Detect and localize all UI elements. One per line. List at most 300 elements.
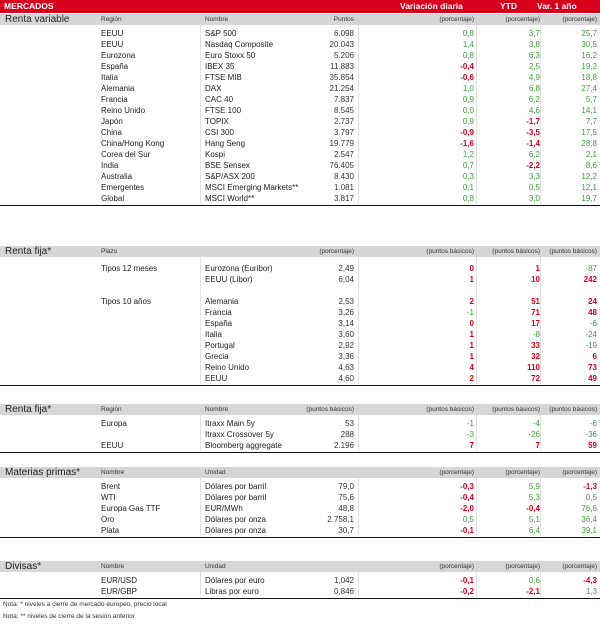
table-cell: 19,7: [581, 194, 597, 203]
table-cell: 21.254: [329, 84, 354, 93]
renta-fija-tipos-col-header: (porcentaje): [319, 248, 354, 255]
renta-variable-col-header: Región: [101, 16, 122, 23]
table-cell: 30,5: [581, 40, 597, 49]
table-row: [0, 329, 600, 340]
table-cell: -3: [466, 430, 474, 439]
renta-fija-tipos-col-header: (puntos básicos): [549, 248, 597, 255]
divisas-title: Divisas*: [5, 561, 42, 572]
renta-variable-col-header: Puntos: [333, 16, 354, 23]
table-cell: 2.196: [333, 441, 354, 450]
table-cell: 5,7: [585, 95, 597, 104]
table-cell: 3,26: [338, 308, 354, 317]
table-cell: 30,7: [338, 526, 354, 535]
renta-fija-tipos-col-header: (puntos básicos): [426, 248, 474, 255]
renta-variable-title: Renta variable: [5, 14, 70, 25]
table-cell: 0,5: [585, 493, 597, 502]
table-cell: -0,1: [460, 576, 474, 585]
table-cell: Global: [101, 194, 125, 203]
table-cell: -8: [532, 330, 540, 339]
table-cell: -4,3: [583, 576, 597, 585]
column-divider: [358, 257, 359, 384]
table-cell: EEUU: [101, 29, 124, 38]
table-cell: 0,5: [462, 515, 474, 524]
renta-fija-credito-col-header: Nombre: [205, 406, 229, 413]
markets-header: [0, 0, 600, 13]
column-divider: [358, 572, 359, 597]
table-cell: -0,4: [460, 62, 474, 71]
table-cell: Francia: [101, 95, 128, 104]
table-row: [0, 503, 600, 514]
table-cell: 3,36: [338, 352, 354, 361]
table-cell: 0,5: [528, 183, 540, 192]
table-cell: 33: [531, 341, 540, 350]
table-cell: Itraxx Main 5y: [205, 419, 255, 428]
table-cell: -0,3: [460, 482, 474, 491]
table-cell: 28,8: [581, 139, 597, 148]
table-cell: TOPIX: [205, 117, 229, 126]
column-divider: [358, 25, 359, 204]
materias-primas-col-header: Unidad: [205, 469, 226, 476]
table-cell: -1: [466, 308, 474, 317]
table-row: [0, 127, 600, 138]
table-row: [0, 340, 600, 351]
table-cell: -2,2: [526, 161, 540, 170]
renta-variable-col-header: (porcentaje): [439, 16, 474, 23]
table-cell: 4,63: [338, 363, 354, 372]
column-divider: [476, 257, 477, 384]
table-cell: 3,14: [338, 319, 354, 328]
table-cell: Dólares por barril: [205, 482, 267, 491]
table-cell: 3,7: [528, 29, 540, 38]
table-cell: EUR/GBP: [101, 587, 138, 596]
table-cell: EEUU: [101, 40, 124, 49]
divisas-col-header: (porcentaje): [562, 563, 597, 570]
table-cell: 3.797: [333, 128, 354, 137]
table-cell: 2: [469, 374, 474, 383]
renta-fija-credito-col-header: (puntos básicos): [549, 406, 597, 413]
table-cell: Kospi: [205, 150, 226, 159]
table-cell: 0,0: [462, 106, 474, 115]
divisas-col-header: (porcentaje): [439, 563, 474, 570]
materias-primas-col-header: Nombre: [101, 469, 125, 476]
table-cell: 11.883: [330, 62, 354, 71]
header-year: Var. 1 año: [537, 1, 577, 11]
table-cell: 35.854: [329, 73, 354, 82]
table-cell: -2,1: [526, 587, 540, 596]
table-cell: -1: [466, 419, 474, 428]
table-cell: 1: [469, 330, 474, 339]
table-cell: CAC 40: [205, 95, 234, 104]
table-cell: BSE Sensex: [205, 161, 250, 170]
table-cell: 4: [469, 363, 474, 372]
table-row: [0, 351, 600, 362]
footnote: Nota: ** niveles de cierre de la sesión anterior: [3, 613, 135, 620]
table-cell: Corea del Sur: [101, 150, 151, 159]
table-cell: -1,4: [526, 139, 540, 148]
table-cell: 0,9: [462, 95, 474, 104]
renta-fija-credito-col-header: (puntos básicos): [426, 406, 474, 413]
table-cell: 10: [531, 275, 540, 284]
table-row: [0, 83, 600, 94]
table-cell: -4: [532, 419, 540, 428]
table-cell: España: [205, 319, 233, 328]
table-cell: EEUU: [101, 441, 124, 450]
table-cell: -1,7: [526, 117, 540, 126]
table-cell: 48,8: [338, 504, 354, 513]
column-divider: [476, 572, 477, 597]
table-row: [0, 94, 600, 105]
table-cell: 110: [527, 363, 540, 372]
divisas-bottom-rule: [0, 598, 600, 599]
table-row: [0, 429, 600, 440]
table-row: [0, 373, 600, 384]
renta-fija-tipos-title: Renta fija*: [5, 246, 52, 257]
renta-fija-tipos-col-header: (puntos básicos): [492, 248, 540, 255]
table-cell: -1,6: [460, 139, 474, 148]
table-cell: Hang Seng: [205, 139, 246, 148]
table-cell: 8.545: [333, 106, 354, 115]
materias-primas-col-header: (porcentaje): [562, 469, 597, 476]
table-cell: Libras por euro: [205, 587, 259, 596]
table-cell: Nasdaq Composite: [205, 40, 274, 49]
table-cell: 5.206: [333, 51, 354, 60]
table-cell: IBEX 35: [205, 62, 235, 71]
table-cell: -0,9: [460, 128, 474, 137]
table-cell: MSCI World**: [205, 194, 255, 203]
table-row: [0, 492, 600, 503]
table-cell: 36,4: [581, 515, 597, 524]
table-cell: 242: [583, 275, 597, 284]
table-row: [0, 149, 600, 160]
table-row: [0, 285, 600, 296]
table-cell: 2,1: [585, 150, 597, 159]
table-cell: 72: [531, 374, 540, 383]
table-cell: Europa: [101, 419, 127, 428]
table-cell: Oro: [101, 515, 115, 524]
table-cell: 1: [535, 264, 540, 273]
table-cell: 14,1: [581, 106, 597, 115]
table-cell: S&P/ASX 200: [205, 172, 255, 181]
column-divider: [200, 478, 201, 536]
table-cell: 0,1: [462, 183, 474, 192]
table-cell: Reino Unido: [101, 106, 146, 115]
table-cell: China/Hong Kong: [101, 139, 165, 148]
divisas-col-header: Nombre: [101, 563, 125, 570]
table-cell: Tipos 10 años: [101, 297, 151, 306]
table-cell: Alemania: [205, 297, 239, 306]
table-cell: 288: [340, 430, 354, 439]
table-cell: 2,49: [338, 264, 354, 273]
table-row: [0, 274, 600, 285]
table-cell: 27,4: [581, 84, 597, 93]
table-cell: S&P 500: [205, 29, 237, 38]
column-divider: [200, 257, 201, 384]
table-cell: 73: [588, 363, 597, 372]
table-cell: 6,2: [528, 95, 540, 104]
table-cell: 7.837: [333, 95, 354, 104]
table-row: [0, 418, 600, 429]
table-cell: 0,846: [333, 587, 354, 596]
table-cell: 2,92: [338, 341, 354, 350]
table-cell: 1: [469, 341, 474, 350]
table-cell: Alemania: [101, 84, 135, 93]
table-cell: 17,5: [581, 128, 597, 137]
table-cell: 12,1: [581, 183, 597, 192]
table-row: [0, 116, 600, 127]
table-cell: Emergentes: [101, 183, 145, 192]
table-cell: -87: [585, 264, 597, 273]
table-cell: 1,0: [462, 84, 474, 93]
table-cell: 53: [345, 419, 354, 428]
table-cell: 19.779: [329, 139, 354, 148]
table-cell: Dólares por onza: [205, 526, 266, 535]
table-cell: 6,2: [528, 150, 540, 159]
table-cell: Euro Stoxx 50: [205, 51, 256, 60]
table-cell: 2.737: [333, 117, 354, 126]
header-ytd: YTD: [500, 1, 517, 11]
table-cell: 20.043: [329, 40, 354, 49]
table-cell: 25,7: [581, 29, 597, 38]
table-cell: 48: [588, 308, 597, 317]
renta-fija-credito-col-header: Región: [101, 406, 122, 413]
table-row: [0, 296, 600, 307]
table-cell: 8,6: [585, 161, 597, 170]
divisas-col-header: Unidad: [205, 563, 226, 570]
table-cell: Japón: [101, 117, 123, 126]
table-row: [0, 105, 600, 116]
table-cell: 17: [531, 319, 540, 328]
table-cell: 0: [469, 264, 474, 273]
table-row: [0, 28, 600, 39]
column-divider: [476, 415, 477, 451]
divisas-col-header: (porcentaje): [505, 563, 540, 570]
table-cell: 0,8: [462, 51, 474, 60]
renta-variable-bottom-rule: [0, 205, 600, 206]
table-cell: 6,8: [528, 84, 540, 93]
table-row: [0, 318, 600, 329]
table-cell: 8.430: [333, 172, 354, 181]
table-row: [0, 138, 600, 149]
table-cell: DAX: [205, 84, 222, 93]
column-divider: [358, 478, 359, 536]
table-cell: Reino Unido: [205, 363, 250, 372]
table-cell: 0: [469, 319, 474, 328]
renta-variable-col-header: (porcentaje): [562, 16, 597, 23]
table-cell: Dólares por euro: [205, 576, 265, 585]
header-title: MERCADOS: [4, 1, 54, 11]
materias-primas-col-header: (porcentaje): [505, 469, 540, 476]
table-row: [0, 160, 600, 171]
table-cell: 1: [469, 275, 474, 284]
column-divider: [540, 478, 541, 536]
table-cell: -19: [585, 341, 597, 350]
table-cell: -0,4: [526, 504, 540, 513]
table-cell: EEUU: [205, 374, 228, 383]
table-cell: MSCI Emerging Markets**: [205, 183, 299, 192]
table-cell: 1: [469, 352, 474, 361]
renta-fija-credito-col-header: (puntos básicos): [306, 406, 354, 413]
renta-fija-tipos-col-header: Plazo: [101, 248, 118, 255]
table-cell: EUR/MWh: [205, 504, 243, 513]
table-row: [0, 514, 600, 525]
table-row: [0, 171, 600, 182]
table-row: [0, 575, 600, 586]
table-cell: 3,0: [528, 194, 540, 203]
table-cell: 32: [531, 352, 540, 361]
table-row: [0, 39, 600, 50]
table-cell: 0,8: [462, 194, 474, 203]
table-cell: 1,2: [462, 150, 474, 159]
table-cell: -26: [528, 430, 540, 439]
table-cell: 49: [588, 374, 597, 383]
footnote: Nota: * niveles a cierre de mercado europeo, precio local: [3, 601, 167, 608]
table-cell: 7: [535, 441, 540, 450]
table-cell: 1,4: [462, 40, 474, 49]
table-cell: Eurozona: [101, 51, 136, 60]
table-cell: Europa Gas TTF: [101, 504, 161, 513]
table-cell: Italia: [101, 73, 118, 82]
table-cell: España: [101, 62, 129, 71]
table-cell: 51: [531, 297, 540, 306]
renta-variable-col-header: Nombre: [205, 16, 229, 23]
table-cell: 1.081: [333, 183, 354, 192]
table-cell: 2.547: [333, 150, 354, 159]
table-row: [0, 72, 600, 83]
column-divider: [476, 478, 477, 536]
table-cell: -0,1: [460, 526, 474, 535]
table-cell: FTSE MIB: [205, 73, 242, 82]
table-row: [0, 307, 600, 318]
column-divider: [540, 257, 541, 384]
table-cell: Tipos 12 meses: [101, 264, 158, 273]
table-cell: 16,2: [581, 51, 597, 60]
table-cell: 1,042: [333, 576, 354, 585]
renta-fija-tipos-bottom-rule: [0, 385, 600, 386]
table-cell: 6.098: [333, 29, 354, 38]
table-cell: Plata: [101, 526, 120, 535]
renta-fija-credito-title: Renta fija*: [5, 404, 52, 415]
table-cell: 4,9: [528, 73, 540, 82]
table-cell: Itraxx Crossover 5y: [205, 430, 274, 439]
table-cell: 4,6: [528, 106, 540, 115]
table-cell: 6,4: [528, 526, 540, 535]
column-divider: [200, 572, 201, 597]
table-cell: 2: [469, 297, 474, 306]
table-cell: Australia: [101, 172, 133, 181]
table-cell: WTI: [101, 493, 116, 502]
table-cell: Bloomberg aggregate: [205, 441, 282, 450]
table-cell: 71: [531, 308, 540, 317]
table-cell: Portugal: [205, 341, 235, 350]
table-cell: 76.405: [329, 161, 354, 170]
table-cell: Francia: [205, 308, 232, 317]
table-cell: Dólares por onza: [205, 515, 266, 524]
table-row: [0, 50, 600, 61]
column-divider: [540, 415, 541, 451]
header-daily: Variación diaria: [400, 1, 463, 11]
table-cell: -1,3: [583, 482, 597, 491]
table-cell: 6,04: [338, 275, 354, 284]
table-row: [0, 481, 600, 492]
table-cell: -36: [585, 430, 597, 439]
table-cell: -3,5: [526, 128, 540, 137]
table-cell: 0,9: [462, 117, 474, 126]
table-cell: 7,7: [585, 117, 597, 126]
table-cell: EEUU (Libor): [205, 275, 253, 284]
table-cell: 5,9: [528, 482, 540, 491]
table-cell: 0,7: [462, 161, 474, 170]
table-cell: 6: [592, 352, 597, 361]
table-cell: 12,2: [581, 172, 597, 181]
table-cell: Brent: [101, 482, 121, 491]
table-cell: China: [101, 128, 122, 137]
table-row: [0, 182, 600, 193]
table-cell: FTSE 100: [205, 106, 242, 115]
column-divider: [476, 25, 477, 204]
table-cell: Dólares por barril: [205, 493, 267, 502]
table-cell: 3,3: [528, 172, 540, 181]
table-cell: 5,1: [528, 515, 540, 524]
table-cell: -2,0: [460, 504, 474, 513]
table-cell: 18,8: [581, 73, 597, 82]
table-cell: -0,4: [460, 493, 474, 502]
table-cell: 2,5: [528, 62, 540, 71]
table-cell: 5,3: [528, 493, 540, 502]
table-cell: 6,3: [528, 51, 540, 60]
table-cell: 3.817: [333, 194, 354, 203]
table-cell: Italia: [205, 330, 222, 339]
table-cell: 75,6: [338, 493, 354, 502]
table-cell: 19,2: [581, 62, 597, 71]
table-cell: 3,8: [528, 40, 540, 49]
table-cell: -0,2: [460, 587, 474, 596]
table-cell: 7: [469, 441, 474, 450]
table-cell: 0,8: [462, 29, 474, 38]
materias-primas-bottom-rule: [0, 537, 600, 538]
table-cell: 79,0: [338, 482, 354, 491]
column-divider: [540, 25, 541, 204]
table-row: [0, 61, 600, 72]
table-row: [0, 440, 600, 451]
table-cell: 1,3: [585, 587, 597, 596]
renta-variable-col-header: (porcentaje): [505, 16, 540, 23]
table-cell: Eurozona (Euribor): [205, 264, 273, 273]
table-row: [0, 525, 600, 536]
table-cell: 0,6: [528, 576, 540, 585]
table-cell: -6: [589, 319, 597, 328]
table-cell: 24: [588, 297, 597, 306]
materias-primas-col-header: (porcentaje): [439, 469, 474, 476]
column-divider: [200, 25, 201, 204]
table-row: [0, 263, 600, 274]
column-divider: [358, 415, 359, 451]
table-cell: 59: [588, 441, 597, 450]
column-divider: [200, 415, 201, 451]
table-cell: -0,6: [460, 73, 474, 82]
column-divider: [540, 572, 541, 597]
table-cell: Grecia: [205, 352, 229, 361]
table-cell: CSI 300: [205, 128, 234, 137]
table-cell: -24: [585, 330, 597, 339]
table-cell: -6: [589, 419, 597, 428]
table-cell: 2,53: [338, 297, 354, 306]
table-cell: 3,60: [338, 330, 354, 339]
table-row: [0, 362, 600, 373]
renta-fija-credito-col-header: (puntos básicos): [492, 406, 540, 413]
table-cell: 4,60: [338, 374, 354, 383]
table-row: [0, 586, 600, 597]
table-cell: EUR/USD: [101, 576, 138, 585]
